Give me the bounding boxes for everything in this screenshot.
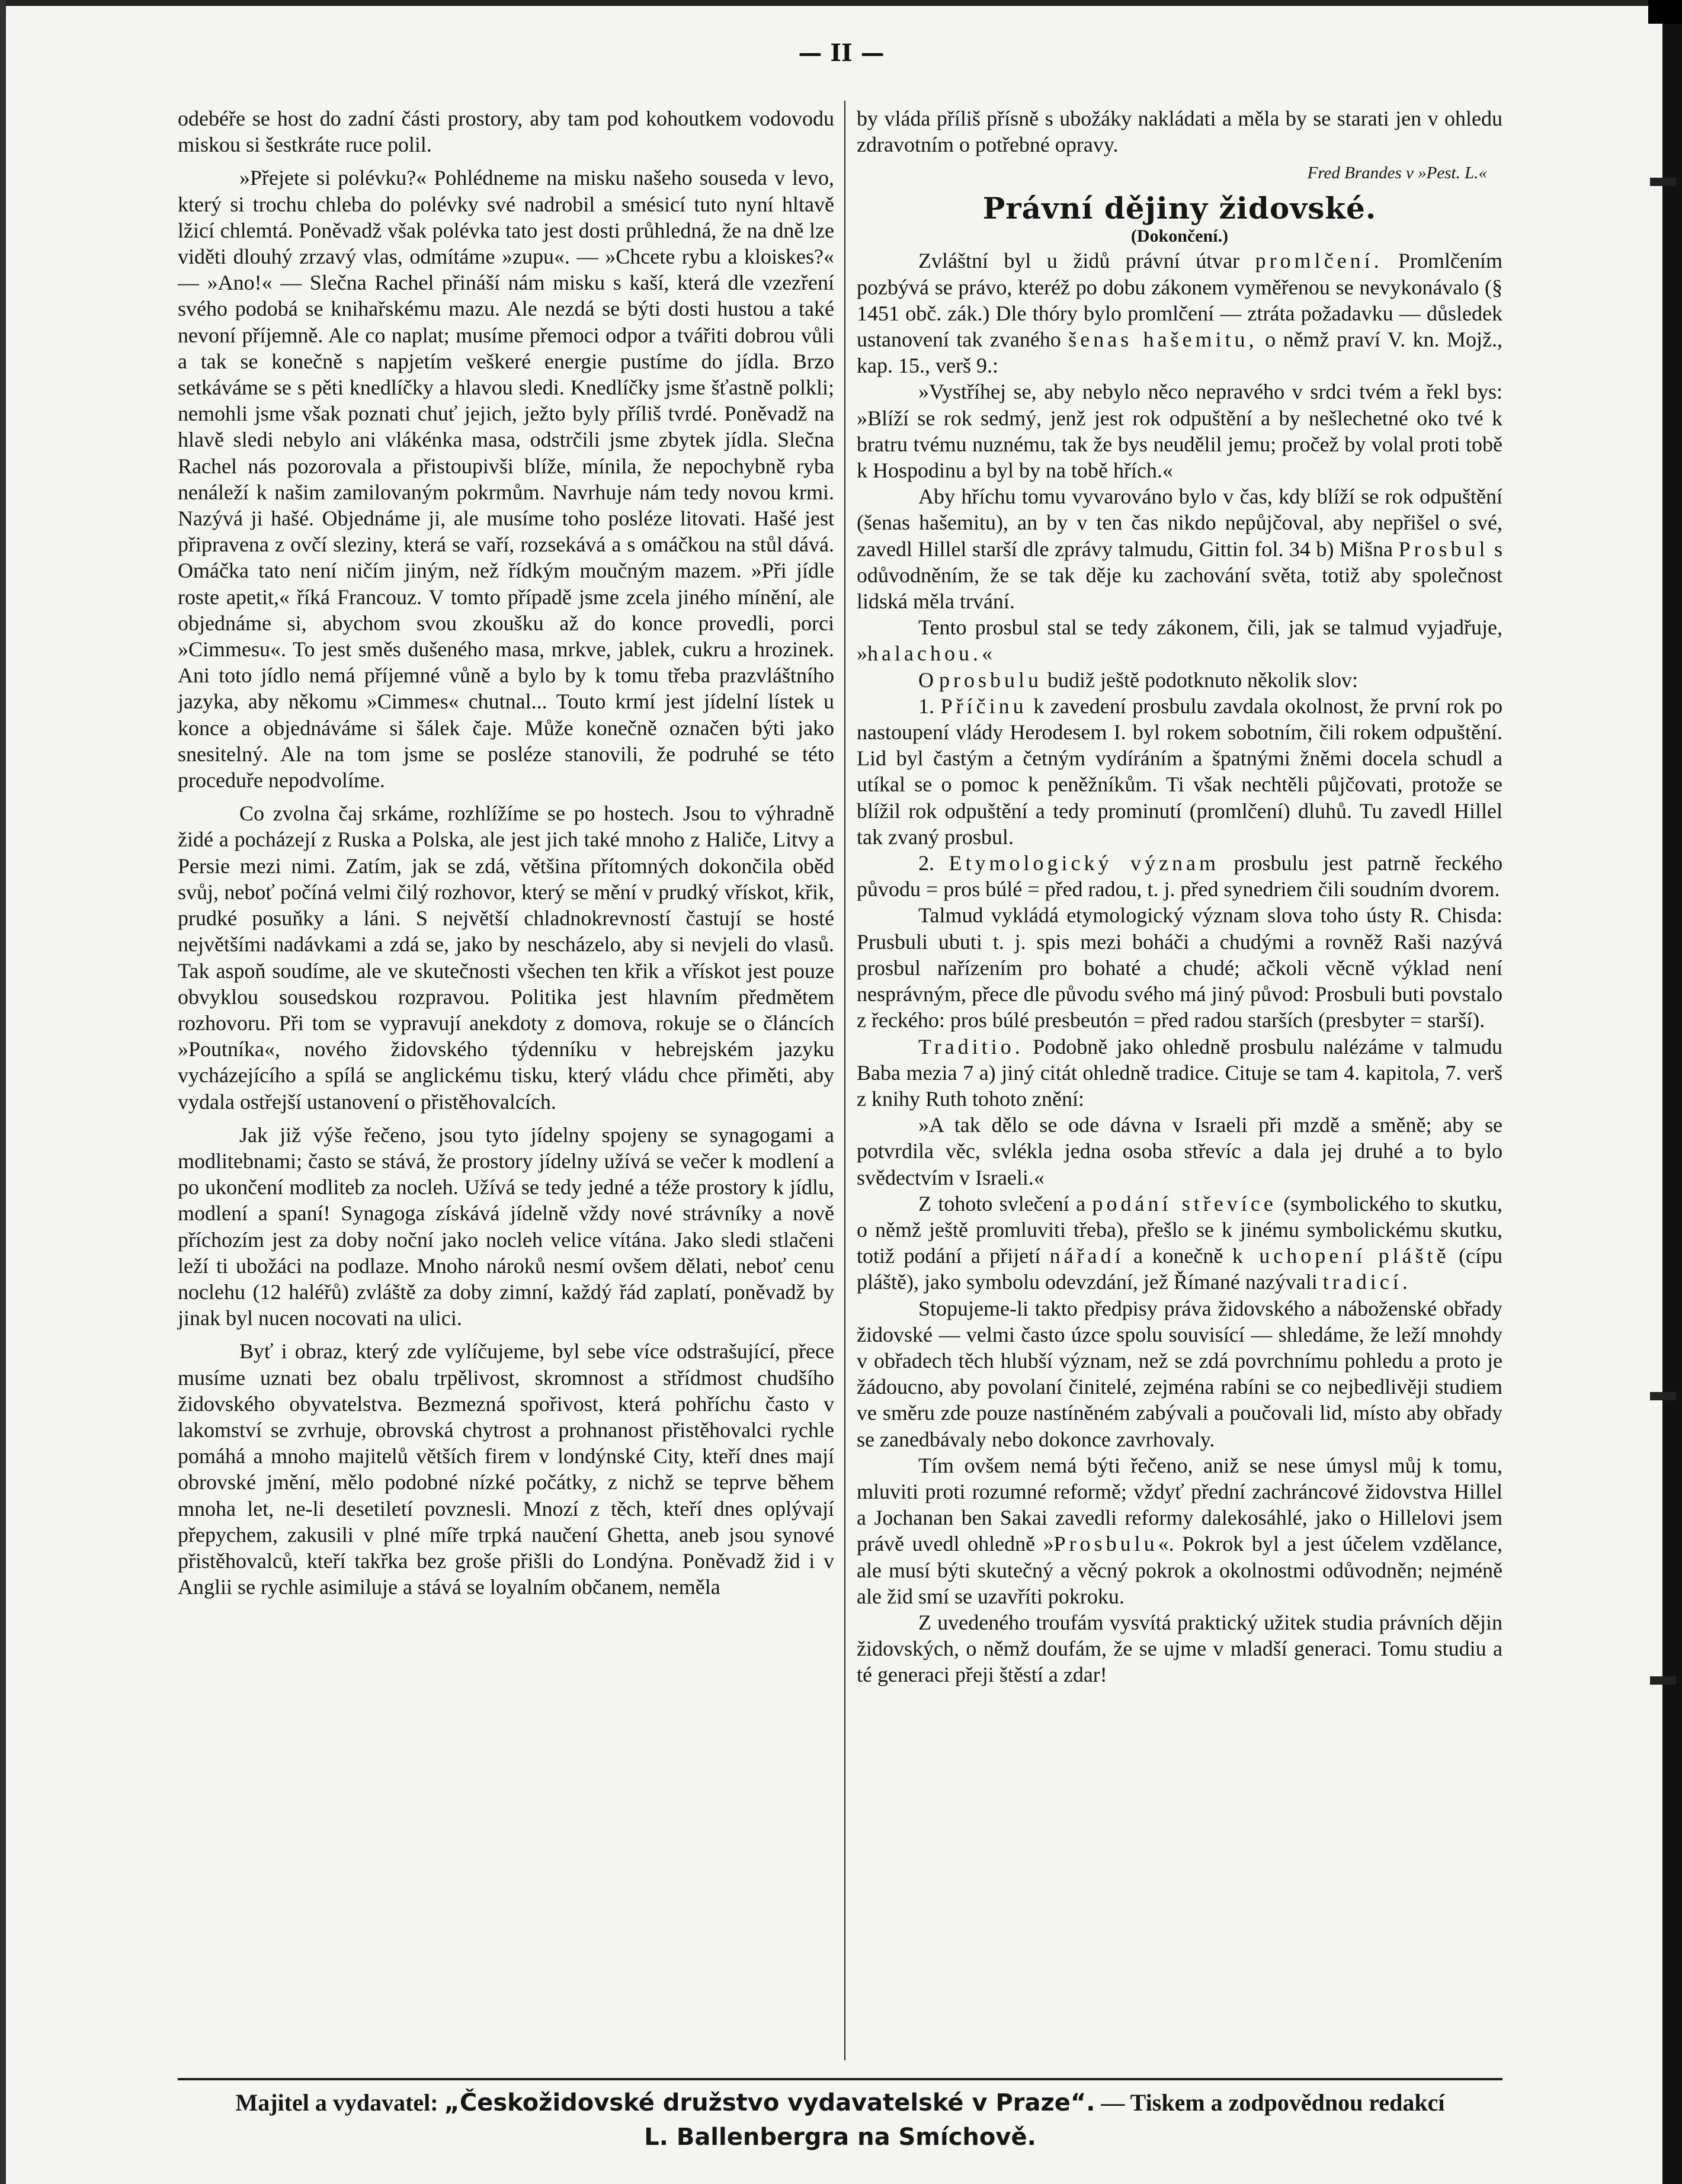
spaced-term: nářadí <box>1049 1244 1124 1268</box>
paragraph <box>857 850 1502 902</box>
text-run: a konečně <box>1133 1244 1223 1268</box>
scan-edge-tick <box>1650 1392 1676 1400</box>
footer-publisher-name: „Českožidovské družstvo vydavatelské v Praze“. <box>444 2089 1095 2116</box>
spaced-term: šenas hašemitu, <box>1068 328 1258 352</box>
spaced-term: k uchopení pláště <box>1232 1244 1450 1268</box>
paragraph: Co zvolna čaj srkáme, rozhlížíme se po hostech. Jsou to výhradně židé a pocházejí z Ruska a Polska, ale jest jich také mnoho z Haliče, Litvy a Persie mezi nimi. Zatím, jak se zdá, většina přítomných dokončila oběd svůj, neboť počíná velmi čilý rozhovor, který se mění v prudký vřískot, křik, prudké posuňky a láni. S největší chladnokrevností častují se hosté největšími nadávkami a zdá se, jako by nescházelo, aby si nevjeli do vlasů. Tak aspoň soudíme, ale ve skutečnosti všechen ten křik a vřískot jest pouze obvyklou sousedskou rozpravou. Politika jest hlavním předmětem rozhovoru. Při tom se vypravují anekdoty z domova, rokuje se o článcích »Poutníka«, nového židovského týdenníku v hebrejském jazyku vycházejícího a spílá se anglickému tisku, který vládu chce přiměti, aby vydala ostřejší ustanovení o přistěhovalcích. <box>178 801 834 1114</box>
scan-border-top <box>0 0 1682 6</box>
paragraph <box>857 667 1502 693</box>
scan-edge-tick <box>1650 1676 1676 1685</box>
scan-border-right <box>1662 0 1682 2184</box>
text-run: Aby hříchu tomu vyvarováno bylo v čas, kdy blíží se rok odpuštění (šenas hašemitu), an by v ten čas nikdo nepůjčoval, aby nepřišel o své, zavedl Hillel starší dle zprávy talmudu, Gittin fol. 34 b) Mišna <box>857 485 1502 561</box>
spaced-term: halachou. <box>867 642 982 666</box>
left-column <box>178 105 834 1600</box>
paragraph: by vláda příliš přísně s ubožáky nakládati a měla by se starati jen v ohledu zdravotním o potřebné opravy. <box>857 107 1502 157</box>
paragraph <box>857 614 1502 666</box>
quote-paragraph: »A tak dělo se ode dávna v Israeli při mzdě a směně; aby se potvrdila věc, svlékla jedna osoba střevíc a dala jej druhé a to bylo svědectvím v Israeli.« <box>857 1113 1502 1189</box>
spaced-term: Prosbul <box>1398 537 1489 561</box>
quote-paragraph: »Vystříhej se, aby nebylo něco nepravého v srdci tvém a řekl bys: »Blíží se rok sedmý, jenž jest rok odpuštění a by nešlechetné oko tvé k bratru tvému nuznému, tak že bys neudělil jemu; pročež by volal proti tobě k Hospodinu a byl by na tobě hřích.« <box>857 380 1502 483</box>
text-run: « <box>981 642 992 666</box>
paragraph: odebéře se host do zadní části prostory, aby tam pod kohoutkem vodovodu miskou si šestkráte ruce polil. <box>178 107 834 157</box>
paragraph: Jak již výše řečeno, jsou tyto jídelny spojeny se synagogami a modlitebnami; často se stává, že prostory jídelny užívá se večer k modlení a po ukončení modliteb za nocleh. Užívá se tedy jedné a téže prostory k jídlu, modlení a spaní! Synagoga získává jídelně vždy nové strávníky a nově příchozím jest za doby noční jako nocleh velice vítána. Jako sledi stlačeni leží ti ubožáci na podlaze. Mnoho nároků nesmí ovšem dělati, neboť cenu noclehu (12 haléřů) zvláště za doby zimní, každý řád zaplatí, poněvadž by jinak byl nucen nocovati na ulici. <box>178 1123 834 1330</box>
paragraph: Byť i obraz, který zde vylíčujeme, byl sebe více odstrašující, přece musíme uznati bez obalu trpělivost, skromnost a střídmost chudšího židovského obyvatelstva. Bezmezná spořivost, která pohříchu často v lakomství se zvrhuje, obrovská chytrost a prohnanost přistěhovalci rychle pomáhá a mnoho majitelů větších firem v londýnské City, kteří dnes mají obrovské jmění, mělo podobné nízké počátky, z nichž se teprve během mnoha let, ne-li desetiletí povznesli. Mnozí z těch, kteří dnes oplývají přepychem, zakusili v plné míře trpká naučení Ghetta, aneb jsou synové přistěhovalců, kteří takřka bez groše přišli do Londýna. Poněvadž žid i v Anglii se rychle asimiluje a stává se loyalním občanem, neměla <box>178 1339 834 1599</box>
text-run: Tím ovšem nemá býti řečeno, aniž se nese úmysl můj k tomu, mluviti proti rozumné reformě; vždyť přední zachráncové židovstva Hillel a Jochanan ben Sakai zavedli reformy dalekosáhlé, jako o Hillelovi jsem právě uvedl ohledně » <box>857 1453 1502 1556</box>
spaced-term: podání střevíce <box>1092 1191 1277 1216</box>
spaced-term: Etymologický význam <box>949 851 1219 875</box>
paragraph <box>857 483 1502 614</box>
text-run: Podobně jako ohledně prosbulu nalézáme v talmudu Baba mezia 7 a) jiný citát ohledně tradice. Cituje se tam 4. kapitola, 7. verš z knihy Ruth tohoto znění: <box>857 1034 1502 1111</box>
text-run: k zavedení prosbulu zavdala okolnost, že první rok po nastoupení vlády Herodesem I. byl rokem sobotním, čili rokem odpuštění. Lid byl častým a četným vydíráním a špatnými žněmi docela schudl a utíkal se o pomoc k peněžníkům. Ti však nechtěli půjčovati, protože se blížil rok odpuštění a tedy prominutí (promlčení) dluhů. Tu zavedl Hillel tak zvaný prosbul. <box>857 694 1503 849</box>
paragraph <box>857 248 1502 379</box>
text-run: (cípu pláště), jako symbolu odevzdání, jež Římané nazývali <box>857 1244 1503 1294</box>
footer-label: Majitel a vydavatel: <box>235 2089 438 2116</box>
scan-border-left <box>0 0 6 2184</box>
text-run: «. Pokrok byl a jest účelem vzdělance, ale musí býti skutečný a věcný pokrok a okolnostmi odůvodněn; nejméně ale žid smí se uzavříti pokroku. <box>857 1532 1502 1608</box>
spaced-term: promlčení. <box>1255 249 1383 273</box>
text-run: 1. <box>918 694 934 718</box>
spaced-term: prosbulu <box>939 668 1042 692</box>
footer-publisher-line <box>178 2087 1502 2118</box>
paragraph: Talmud vykládá etymologický význam slova toho ústy R. Chisda: Prusbuli ubuti t. j. spis mezi boháči a chudými a rovněž Raši nazývá prosbul nařízením pro bohaté a chudé; ačkoli věcně výklad není nesprávným, přece dle původu svého má jiný původ: Prosbuli buti povstalo z řeckého: pros búlé presbeutón = před radou starších (presbyter = starší). <box>857 903 1502 1032</box>
right-column <box>857 105 1502 1688</box>
footer-printer-name: L. Ballenbergra na Smíchově. <box>644 2124 1036 2151</box>
text-run: Z tohoto svlečení a <box>918 1191 1086 1216</box>
paragraph <box>857 1452 1502 1609</box>
column-divider <box>844 101 845 2060</box>
scan-edge-tick <box>1650 178 1676 186</box>
spaced-term: tradicí. <box>1322 1270 1411 1294</box>
text-run: Tento prosbul stal se tedy zákonem, čili, jak se talmud vyjadřuje, » <box>857 615 1502 666</box>
article-attribution: Fred Brandes v »Pest. L.« <box>1307 163 1487 183</box>
article-subtitle: (Dokončení.) <box>1130 226 1229 246</box>
article-title: Právní dějiny židovské. <box>982 191 1377 226</box>
text-run: (symbolického to skutku, o němž ještě promluviti třeba), přešlo se k jinému symbolickému skutku, totiž podání a přijetí <box>857 1191 1503 1268</box>
text-run: Zvláštní byl u židů právní útvar <box>918 249 1240 273</box>
spaced-term: Prosbulu <box>1053 1532 1158 1556</box>
text-run: 2. <box>918 851 934 875</box>
spaced-term: Příčinu <box>940 694 1027 718</box>
paragraph: Stopujeme-li takto předpisy práva židovského a náboženské obřady židovské — velmi často úzce spolu souvisící — shledáme, že leží mnohdy v obřadech těch hlubší význam, než se zdá povrchnímu pohledu a proto je žádoucno, aby povolaní činitelé, zejména rabíni se co nejbedlivěji studiem ve směru zde pouze nastíněném zabývali a poučovali lid, místo aby obřady se zanedbávaly nebo dokonce zavrhovaly. <box>857 1296 1502 1451</box>
paragraph: »Přejete si polévku?« Pohlédneme na misku našeho souseda v levo, který si trochu chleba do polévky své nadrobil a smésicí tuto nyní hltavě lžicí chlemtá. Poněvadž však polévka tato jest dosti průhledná, že na dně lze viděti dlouhý zrzavý vlas, odmítáme »zupu«. — »Chcete rybu a kloiskes?« — »Ano!« — Slečna Rachel přináší nám misku s kaší, která dle vzezření svého podobá se knihařskému mazu. Ale nezdá se býti dosti hustou a také nevoní příjemně. Ale co naplat; musíme přemoci odpor a tvářiti dobrou vůli a tak se konečně s napjetím veškeré energie pustíme do jídla. Brzo setkáváme se s pěti knedlíčky a hlavou sledi. Knedlíčky jsme šťastně polkli; nemohli jsme však poznati chuť jejich, ježto byly příliš tvrdé. Poněvadž na hlavě sledi nebylo ani vlákénka masa, odstrčili jsme zbytek jídla. Slečna Rachel nás pozorovala a přistoupivši blíže, mínila, že nepochybně ryba nenáleží k našim zamilovaným pokrmům. Navrhuje nám tedy novou krmi. Nazývá ji hašé. Objednáme ji, ale musíme toho posléze litovati. Hašé jest připravena z ovčí sleziny, která se vaří, rozsekává a s omáčkou na stůl dává. Omáčka tato není ničím jiným, než řídkým moučným mazem. »Při jídle roste apetit,« říká Francouz. V tomto případě jsme zcela jiného mínění, ale objednáme si, abychom svou zkoušku až do konce provedli, porci »Cimmesu«. To jest směs dušeného masa, mrkve, jablek, cukru a hrozinek. Ani toto jídlo nemá příjemné vůně a bylo by k tomu třeba prazvláštního jazyka, aby někomu »Cimmes« chutnal... Touto krmí jest jídelní lístek u konce a objednáváme si šálek čaje. Může konečně označen býti jako snesitelný. Ale na tom jsme se posléze stanovili, že podruhé se této proceduře nepodvolíme. <box>178 166 834 793</box>
paragraph <box>857 1191 1502 1295</box>
paragraph <box>857 693 1502 850</box>
text-run: s odůvodněním, že se tak děje ku zachování světa, totiž aby společnost lidská měla trvání. <box>857 537 1503 614</box>
text-run: budiž ještě podotknuto několik slov: <box>1047 668 1358 692</box>
scan-corner-mark <box>1648 0 1682 24</box>
footer-divider <box>178 2078 1502 2080</box>
spaced-term: Traditio. <box>918 1034 1024 1059</box>
footer-printer-label: — Tiskem a zodpovědnou redakcí <box>1101 2089 1445 2116</box>
paragraph <box>857 1034 1502 1112</box>
text-run: O <box>918 668 934 692</box>
page-number: — II — <box>798 39 885 67</box>
paragraph: Z uvedeného troufám vysvítá praktický užitek studia právních dějin židovských, o němž doufám, že se ujme v mladší generaci. Tomu studiu a té generaci přeji štěstí a zdar! <box>857 1610 1502 1687</box>
text-run: prosbulu jest patrně řeckého původu = pros búlé = před radou, t. j. před synedriem čili soudním dvorem. <box>857 851 1502 902</box>
text-run: o němž praví V. kn. Mojž., kap. 15., verš 9.: <box>857 328 1502 378</box>
text-run: Promlčením pozbývá se právo, kteréž po dobu zákonem vyměřenou se nevykonávalo (§ 1451 obč. zák.) Dle thóry bylo promlčení — ztráta požadavku — důsledek ustanovení tak zvaného <box>857 249 1503 352</box>
